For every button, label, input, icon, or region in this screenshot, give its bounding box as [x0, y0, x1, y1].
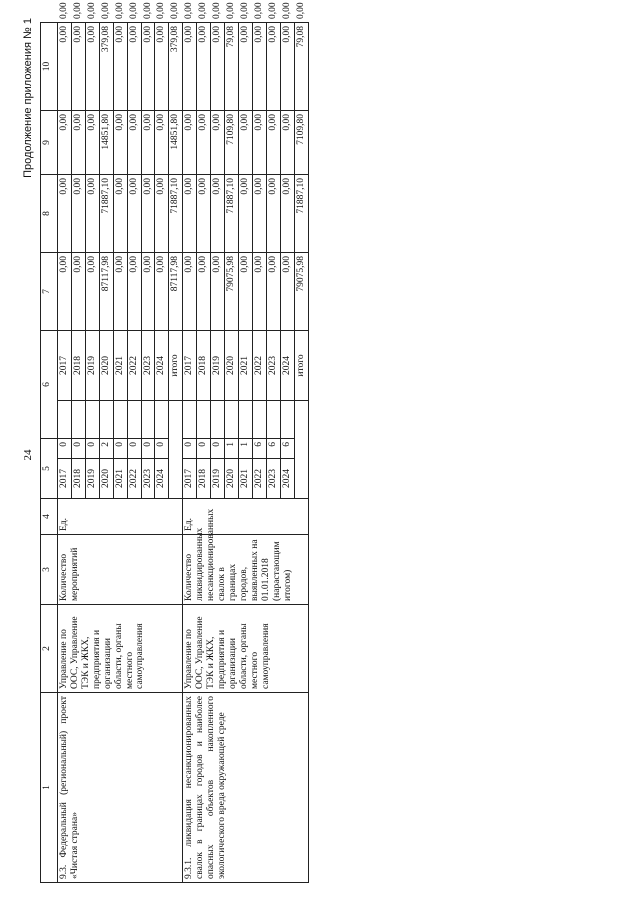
- funding-regional-cell: 0,00: [238, 111, 252, 175]
- table-row: 2021 0 2021 0,00 0,00 0,00 0,00 0,00: [113, 23, 127, 883]
- total-local-cell: 79,08: [294, 23, 308, 111]
- total-row: итого 79075,98 71887,10 7109,80 79,08 0,00: [294, 23, 308, 883]
- funding-regional-cell: 0,00: [113, 111, 127, 175]
- header-cell: 10: [41, 23, 58, 111]
- funding-total-cell: 0,00: [252, 253, 266, 331]
- funding-regional-cell: 14851,80: [99, 111, 113, 175]
- funding-local-cell: 0,00: [211, 23, 225, 111]
- indicator-value-cell: 0: [197, 439, 211, 459]
- indicator-value-cell: 2: [99, 439, 113, 459]
- unit-cell: Ед.: [183, 499, 308, 535]
- measure-name-cell: 9.3.1. ликвидация несанкционированных свалок в границах городов и наиболее опасных объектов накопленного экологического вреда окружающей среде: [183, 693, 308, 883]
- funding-year-cell: 2022: [127, 331, 141, 401]
- table-row: 2022 0 2022 0,00 0,00 0,00 0,00 0,00: [127, 23, 141, 883]
- indicator-value-cell: 0: [155, 439, 169, 459]
- spacer-cell: [99, 401, 113, 439]
- funding-federal-cell: 0,00: [183, 175, 197, 253]
- funding-year-cell: 2024: [155, 331, 169, 401]
- indicator-year-cell: 2018: [71, 459, 85, 499]
- funding-total-cell: 0,00: [71, 253, 85, 331]
- funding-federal-cell: 0,00: [211, 175, 225, 253]
- funding-federal-cell: 0,00: [85, 175, 99, 253]
- total-label-cell: итого: [169, 331, 183, 401]
- funding-federal-cell: 0,00: [280, 175, 294, 253]
- header-cell: 2: [41, 605, 58, 693]
- total-blank-cell: [294, 401, 308, 499]
- table-row: 2019 0 2019 0,00 0,00 0,00 0,00 0,00: [211, 23, 225, 883]
- indicator-year-cell: 2017: [183, 459, 197, 499]
- funding-local-cell: 0,00: [197, 23, 211, 111]
- unit-cell: Ед.: [58, 499, 183, 535]
- table-row: 2019 0 2019 0,00 0,00 0,00 0,00 0,00: [85, 23, 99, 883]
- funding-total-cell: 0,00: [155, 253, 169, 331]
- funding-local-cell: 0,00: [85, 23, 99, 111]
- funding-regional-cell: 7109,80: [225, 111, 239, 175]
- funding-year-cell: 2019: [211, 331, 225, 401]
- funding-regional-cell: 0,00: [197, 111, 211, 175]
- header-row: [41, 23, 58, 883]
- page-number: 24: [22, 449, 34, 461]
- funding-total-cell: 0,00: [113, 253, 127, 331]
- total-regional-cell: 14851,80: [169, 111, 183, 175]
- table-row: 2022 6 2022 0,00 0,00 0,00 0,00 0,00: [252, 23, 266, 883]
- funding-local-cell: 0,00: [58, 23, 72, 111]
- indicator-value-cell: 6: [252, 439, 266, 459]
- continuation-label: Продолжение приложения № 1: [22, 18, 34, 178]
- funding-federal-cell: 0,00: [127, 175, 141, 253]
- spacer-cell: [252, 401, 266, 439]
- funding-regional-cell: 0,00: [141, 111, 155, 175]
- indicator-year-cell: 2024: [155, 459, 169, 499]
- funding-local-cell: 0,00: [141, 23, 155, 111]
- funding-federal-cell: 0,00: [71, 175, 85, 253]
- spacer-cell: [141, 401, 155, 439]
- indicator-value-cell: 0: [183, 439, 197, 459]
- funding-regional-cell: 0,00: [252, 111, 266, 175]
- spacer-cell: [155, 401, 169, 439]
- funding-regional-cell: 0,00: [127, 111, 141, 175]
- funding-year-cell: 2023: [141, 331, 155, 401]
- indicator-cell: Количество ликвидированных несанкционированных свалок в границах городов, выявленных на 01.01.2018 (нарастающим итогом): [183, 535, 308, 605]
- table-row: 2024 0 2024 0,00 0,00 0,00 0,00 0,00: [155, 23, 169, 883]
- spacer-cell: [85, 401, 99, 439]
- spacer-cell: [113, 401, 127, 439]
- funding-local-cell: 79,08: [225, 23, 239, 111]
- indicator-year-cell: 2023: [141, 459, 155, 499]
- funding-regional-cell: 0,00: [58, 111, 72, 175]
- funding-total-cell: 0,00: [183, 253, 197, 331]
- funding-total-cell: 0,00: [85, 253, 99, 331]
- header-cell: 5: [41, 439, 58, 499]
- indicator-year-cell: 2018: [197, 459, 211, 499]
- executor-cell: Управление по ООС, Управление ТЭК и ЖКХ, предприятия и организации области, органы местного самоуправления: [183, 605, 308, 693]
- indicator-year-cell: 2024: [280, 459, 294, 499]
- indicator-year-cell: 2020: [99, 459, 113, 499]
- indicator-value-cell: 0: [85, 439, 99, 459]
- funding-federal-cell: 0,00: [266, 175, 280, 253]
- table-row: 9.3. Федеральный (региональный) проект «Чистая страна» Управление по ООС, Управление ТЭК и ЖКХ, предприятия и организации области, органы местного самоуправления Количество мероприятий Ед. 2017 0 2017 0,00 0,00 0,00 0,00 0,00: [58, 23, 72, 883]
- indicator-value-cell: 6: [266, 439, 280, 459]
- funding-local-cell: 0,00: [238, 23, 252, 111]
- total-sum-cell: 87117,98: [169, 253, 183, 331]
- total-blank-cell: [169, 401, 183, 499]
- spacer-cell: [238, 401, 252, 439]
- table-row: 2023 0 2023 0,00 0,00 0,00 0,00 0,00: [141, 23, 155, 883]
- indicator-year-cell: 2019: [211, 459, 225, 499]
- header-cell: 3: [41, 535, 58, 605]
- funding-year-cell: 2019: [85, 331, 99, 401]
- funding-regional-cell: 0,00: [85, 111, 99, 175]
- indicator-year-cell: 2021: [113, 459, 127, 499]
- funding-regional-cell: 0,00: [280, 111, 294, 175]
- spacer-cell: [197, 401, 211, 439]
- table-row: 2024 6 2024 0,00 0,00 0,00 0,00 0,00: [280, 23, 294, 883]
- funding-local-cell: 0,00: [155, 23, 169, 111]
- funding-total-cell: 0,00: [280, 253, 294, 331]
- measure-name-cell: 9.3. Федеральный (региональный) проект «Чистая страна»: [58, 693, 183, 883]
- funding-local-cell: 0,00: [266, 23, 280, 111]
- funding-year-cell: 2017: [58, 331, 72, 401]
- funding-year-cell: 2018: [71, 331, 85, 401]
- indicator-year-cell: 2019: [85, 459, 99, 499]
- funding-total-cell: 0,00: [197, 253, 211, 331]
- program-table: [40, 2, 309, 883]
- total-sum-cell: 79075,98: [294, 253, 308, 331]
- funding-local-cell: 0,00: [71, 23, 85, 111]
- funding-year-cell: 2020: [225, 331, 239, 401]
- funding-federal-cell: 0,00: [197, 175, 211, 253]
- funding-total-cell: 0,00: [141, 253, 155, 331]
- total-federal-cell: 71887,10: [169, 175, 183, 253]
- indicator-year-cell: 2022: [252, 459, 266, 499]
- funding-regional-cell: 0,00: [183, 111, 197, 175]
- header-cell: 7: [41, 253, 58, 331]
- funding-federal-cell: 0,00: [113, 175, 127, 253]
- funding-federal-cell: 0,00: [238, 175, 252, 253]
- header-cell: 6: [41, 331, 58, 439]
- funding-federal-cell: 71887,10: [225, 175, 239, 253]
- total-row: итого 87117,98 71887,10 14851,80 379,08 0,00: [169, 23, 183, 883]
- executor-cell: Управление по ООС, Управление ТЭК и ЖКХ, предприятия и организации области, органы местного самоуправления: [58, 605, 183, 693]
- table-row: 2018 0 2018 0,00 0,00 0,00 0,00 0,00: [71, 23, 85, 883]
- indicator-year-cell: 2020: [225, 459, 239, 499]
- table-row: 2023 6 2023 0,00 0,00 0,00 0,00 0,00: [266, 23, 280, 883]
- indicator-value-cell: 1: [225, 439, 239, 459]
- indicator-value-cell: 0: [71, 439, 85, 459]
- funding-year-cell: 2021: [238, 331, 252, 401]
- total-label-cell: итого: [294, 331, 308, 401]
- funding-local-cell: 0,00: [127, 23, 141, 111]
- header-cell: 1: [41, 693, 58, 883]
- funding-year-cell: 2024: [280, 331, 294, 401]
- funding-year-cell: 2022: [252, 331, 266, 401]
- funding-total-cell: 0,00: [127, 253, 141, 331]
- total-regional-cell: 7109,80: [294, 111, 308, 175]
- header-cell: 9: [41, 111, 58, 175]
- table-row: 2021 1 2021 0,00 0,00 0,00 0,00 0,00: [238, 23, 252, 883]
- funding-federal-cell: 0,00: [58, 175, 72, 253]
- table-row: 2020 2 2020 87117,98 71887,10 14851,80 379,08 0,00: [99, 23, 113, 883]
- spacer-cell: [58, 401, 72, 439]
- indicator-value-cell: 0: [141, 439, 155, 459]
- funding-total-cell: 0,00: [58, 253, 72, 331]
- funding-local-cell: 0,00: [113, 23, 127, 111]
- funding-total-cell: 0,00: [211, 253, 225, 331]
- indicator-cell: Количество мероприятий: [58, 535, 183, 605]
- table-row: 2020 1 2020 79075,98 71887,10 7109,80 79,08 0,00: [225, 23, 239, 883]
- header-cell: 4: [41, 499, 58, 535]
- spacer-cell: [127, 401, 141, 439]
- funding-regional-cell: 0,00: [71, 111, 85, 175]
- funding-federal-cell: 0,00: [141, 175, 155, 253]
- funding-local-cell: 0,00: [183, 23, 197, 111]
- indicator-value-cell: 0: [113, 439, 127, 459]
- funding-year-cell: 2020: [99, 331, 113, 401]
- funding-local-cell: 0,00: [252, 23, 266, 111]
- total-local-cell: 379,08: [169, 23, 183, 111]
- spacer-cell: [266, 401, 280, 439]
- indicator-value-cell: 6: [280, 439, 294, 459]
- indicator-value-cell: 1: [238, 439, 252, 459]
- funding-year-cell: 2017: [183, 331, 197, 401]
- funding-year-cell: 2018: [197, 331, 211, 401]
- funding-regional-cell: 0,00: [155, 111, 169, 175]
- funding-local-cell: 0,00: [280, 23, 294, 111]
- funding-local-cell: 379,08: [99, 23, 113, 111]
- indicator-year-cell: 2021: [238, 459, 252, 499]
- funding-total-cell: 0,00: [238, 253, 252, 331]
- funding-year-cell: 2023: [266, 331, 280, 401]
- spacer-cell: [71, 401, 85, 439]
- indicator-year-cell: 2022: [127, 459, 141, 499]
- indicator-value-cell: 0: [127, 439, 141, 459]
- indicator-value-cell: 0: [211, 439, 225, 459]
- indicator-year-cell: 2017: [58, 459, 72, 499]
- funding-federal-cell: 0,00: [252, 175, 266, 253]
- indicator-year-cell: 2023: [266, 459, 280, 499]
- spacer-cell: [280, 401, 294, 439]
- total-federal-cell: 71887,10: [294, 175, 308, 253]
- funding-federal-cell: 71887,10: [99, 175, 113, 253]
- funding-total-cell: 0,00: [266, 253, 280, 331]
- funding-year-cell: 2021: [113, 331, 127, 401]
- spacer-cell: [183, 401, 197, 439]
- indicator-value-cell: 0: [58, 439, 72, 459]
- spacer-cell: [225, 401, 239, 439]
- funding-total-cell: 79075,98: [225, 253, 239, 331]
- funding-federal-cell: 0,00: [155, 175, 169, 253]
- header-cell: 8: [41, 175, 58, 253]
- funding-total-cell: 87117,98: [99, 253, 113, 331]
- funding-regional-cell: 0,00: [211, 111, 225, 175]
- table-row: 2018 0 2018 0,00 0,00 0,00 0,00 0,00: [197, 23, 211, 883]
- table-row: 9.3.1. ликвидация несанкционированных свалок в границах городов и наиболее опасных объектов накопленного экологического вреда окружающей среде Управление по ООС, Управление ТЭК и ЖКХ, предприятия и организации области, органы местного самоуправления Количество ликвидированных несанкционированных свалок в границах городов, выявленных на 01.01.2018 (нарастающим итогом) Ед. 2017 0 2017 0,00 0,00 0,00 0,00 0,00: [183, 23, 197, 883]
- funding-regional-cell: 0,00: [266, 111, 280, 175]
- spacer-cell: [211, 401, 225, 439]
